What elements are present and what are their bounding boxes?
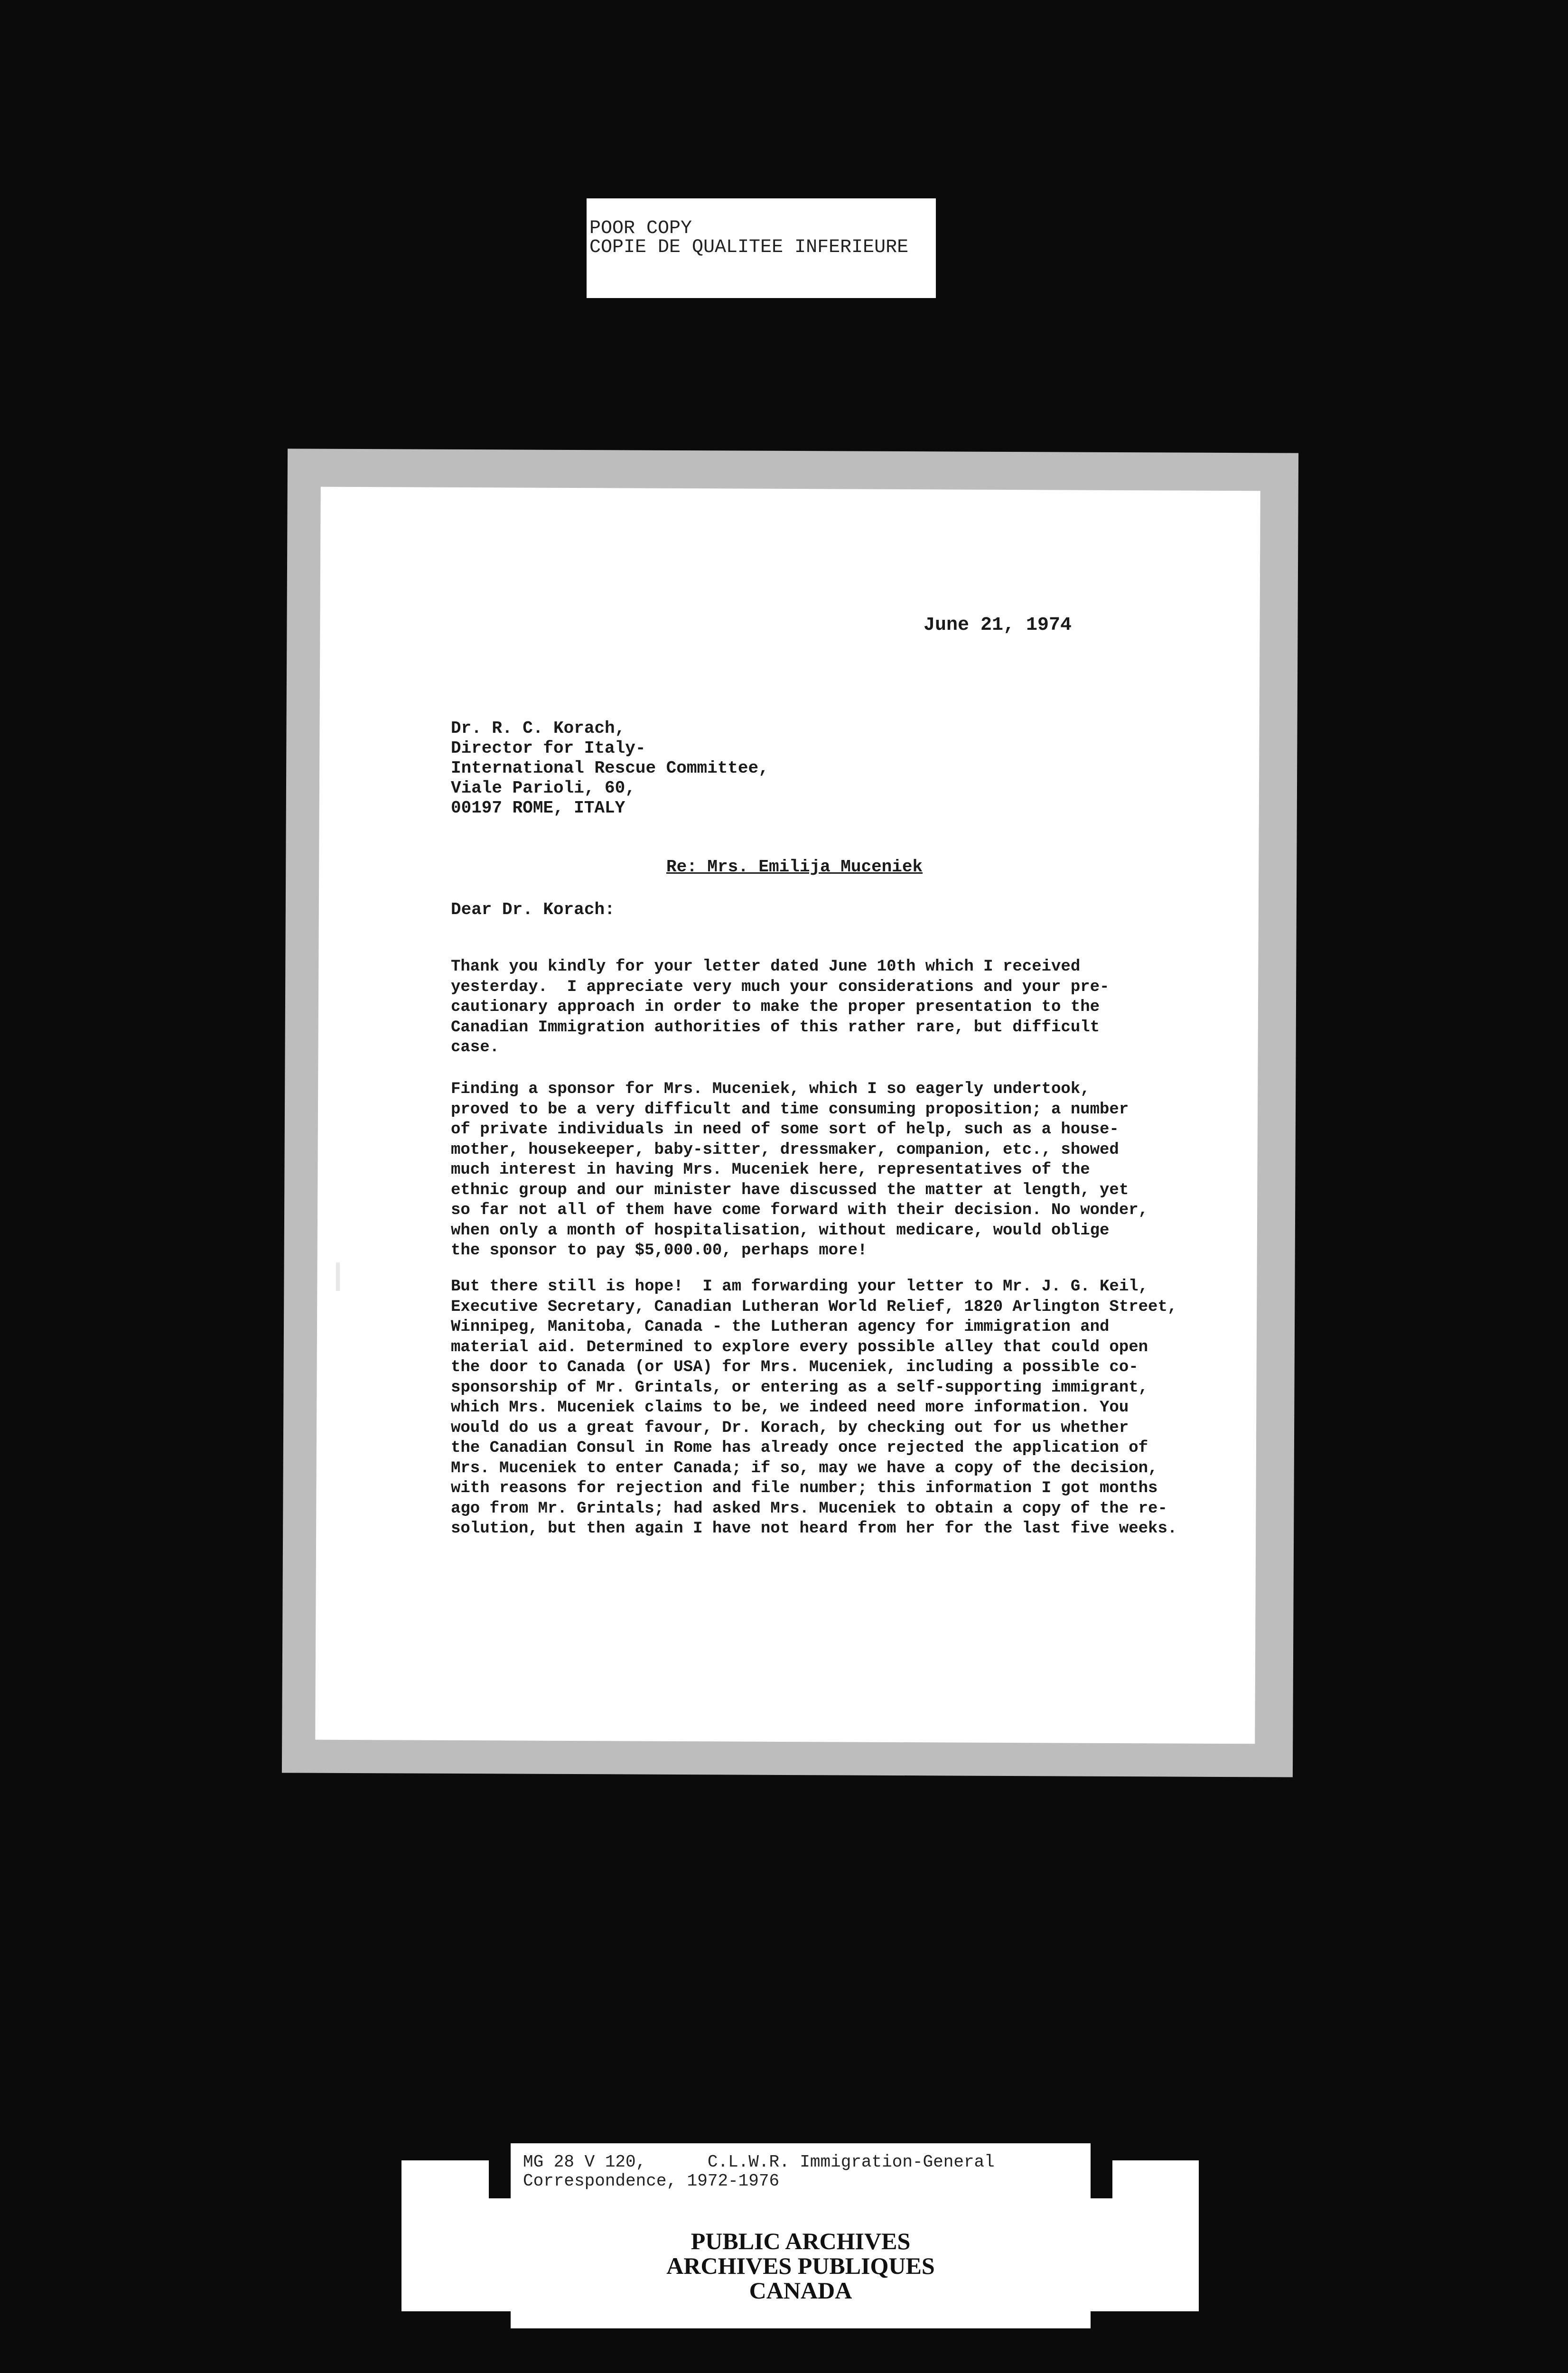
archive-reference-line: MG 28 V 120, C.L.W.R. Immigration-General — [523, 2152, 995, 2172]
paragraph-2 — [451, 1079, 1148, 1261]
paragraph-line: would do us a great favour, Dr. Korach, by checking out for us whether — [451, 1419, 1129, 1437]
paragraph-line: Executive Secretary, Canadian Lutheran World Relief, 1820 Arlington Street, — [451, 1298, 1177, 1316]
paragraph-3 — [451, 1277, 1177, 1539]
address-line: Director for Italy- — [451, 738, 646, 758]
paragraph-1 — [451, 957, 1109, 1058]
paragraph-line: But there still is hope! I am forwarding your letter to Mr. J. G. Keil, — [451, 1278, 1148, 1296]
paragraph-line: sponsorship of Mr. Grintals, or entering as a self-supporting immigrant, — [451, 1378, 1148, 1397]
archives-name-line: PUBLIC ARCHIVES — [691, 2228, 911, 2254]
paragraph-line: the Canadian Consul in Rome has already once rejected the application of — [451, 1439, 1148, 1457]
poor-copy-text: POOR COPY — [589, 218, 692, 239]
paragraph-line: proved to be a very difficult and time consuming proposition; a number — [451, 1100, 1129, 1119]
paragraph-line: Winnipeg, Manitoba, Canada - the Lutheran agency for immigration and — [451, 1318, 1110, 1336]
paragraph-line: much interest in having Mrs. Muceniek here, representatives of the — [451, 1161, 1090, 1179]
paragraph-line: material aid. Determined to explore every possible alley that could open — [451, 1338, 1148, 1356]
paragraph-line: mother, housekeeper, baby-sitter, dressmaker, companion, etc., showed — [451, 1140, 1119, 1159]
archives-name-line: ARCHIVES PUBLIQUES — [666, 2252, 935, 2279]
paragraph-line: Finding a sponsor for Mrs. Muceniek, which I so eagerly undertook, — [451, 1080, 1090, 1098]
address-line: International Rescue Committee, — [451, 758, 769, 778]
archive-reference — [523, 2153, 995, 2191]
margin-mark — [336, 1262, 340, 1291]
archive-reference-line: Correspondence, 1972-1976 — [523, 2171, 780, 2191]
recipient-address — [451, 719, 769, 818]
paragraph-line: yesterday. I appreciate very much your considerations and your pre- — [451, 978, 1110, 996]
archives-name-line: CANADA — [749, 2277, 852, 2304]
archives-footer-label — [401, 2143, 1199, 2328]
paragraph-line: Canadian Immigration authorities of this rather rare, but difficult — [451, 1018, 1100, 1037]
paragraph-line: case. — [451, 1038, 500, 1056]
paragraph-line: cautionary approach in order to make the proper presentation to the — [451, 998, 1100, 1016]
address-line: 00197 ROME, ITALY — [451, 798, 625, 818]
paragraph-line: with reasons for rejection and file number; this information I got months — [451, 1479, 1158, 1497]
paragraph-line: the sponsor to pay $5,000.00, perhaps more! — [451, 1242, 868, 1260]
footer-notch-left — [489, 2160, 511, 2198]
address-line: Viale Parioli, 60, — [451, 778, 635, 798]
paragraph-line: so far not all of them have come forward with their decision. No wonder, — [451, 1201, 1148, 1219]
paragraph-line: when only a month of hospitalisation, without medicare, would oblige — [451, 1221, 1110, 1240]
paragraph-line: Thank you kindly for your letter dated June 10th which I received — [451, 958, 1081, 976]
paragraph-line: ago from Mr. Grintals; had asked Mrs. Muceniek to obtain a copy of the re- — [451, 1499, 1167, 1518]
address-line: Dr. R. C. Korach, — [451, 719, 625, 738]
letter-salutation: Dear Dr. Korach: — [451, 900, 615, 919]
paragraph-line: the door to Canada (or USA) for Mrs. Muceniek, including a possible co- — [451, 1358, 1139, 1376]
poor-copy-french-text: COPIE DE QUALITEE INFERIEURE — [589, 237, 909, 258]
letter-subject: Re: Mrs. Emilija Muceniek — [666, 857, 923, 877]
paragraph-line: solution, but then again I have not heard from her for the last five weeks. — [451, 1520, 1177, 1538]
archives-name — [511, 2229, 1091, 2303]
paragraph-line: which Mrs. Muceniek claims to be, we indeed need more information. You — [451, 1399, 1129, 1417]
paragraph-line: ethnic group and our minister have discussed the matter at length, yet — [451, 1181, 1129, 1199]
letter-date: June 21, 1974 — [924, 615, 1072, 636]
paragraph-line: Mrs. Muceniek to enter Canada; if so, may we have a copy of the decision, — [451, 1459, 1158, 1477]
paragraph-line: of private individuals in need of some sort of help, such as a house- — [451, 1121, 1119, 1139]
footer-notch-right — [1091, 2160, 1112, 2198]
poor-copy-label — [587, 198, 936, 298]
